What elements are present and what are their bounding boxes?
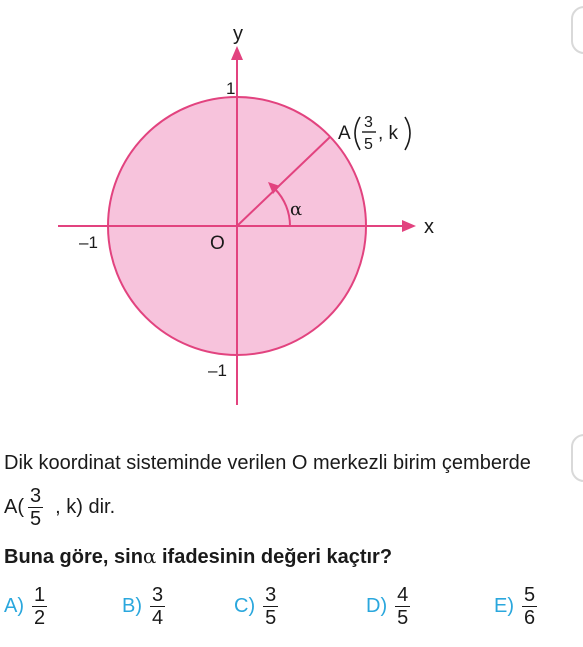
tick-y-top: 1 (226, 79, 236, 98)
question-prompt (4, 544, 392, 569)
line2-prefix: A( (4, 496, 24, 518)
option-fraction (32, 584, 47, 629)
option-letter: C) (234, 595, 256, 617)
prompt-part-b: ifadesinin değeri kaçtır? (156, 546, 393, 568)
option-den: 4 (152, 607, 164, 629)
point-a-y: , k (378, 123, 399, 144)
option-a[interactable] (4, 584, 51, 629)
x-axis-arrow (402, 220, 416, 232)
x-axis-label: x (424, 216, 434, 238)
option-den: 6 (524, 607, 536, 629)
option-fraction (522, 584, 537, 629)
option-b[interactable] (122, 584, 169, 629)
point-a-prefix: A (338, 123, 351, 144)
option-den: 5 (265, 607, 277, 629)
option-letter: D) (366, 595, 388, 617)
point-a-left-paren (355, 117, 360, 150)
option-num: 4 (397, 584, 409, 606)
option-fraction (395, 584, 410, 629)
option-den: 5 (397, 607, 409, 629)
line2-num: 3 (30, 485, 42, 507)
option-num: 1 (34, 584, 46, 606)
option-num: 3 (265, 584, 277, 606)
origin-label: O (210, 233, 225, 254)
option-num: 5 (524, 584, 536, 606)
option-letter: A) (4, 595, 24, 617)
tick-x-left: –1 (79, 233, 98, 252)
option-num: 3 (152, 584, 164, 606)
option-fraction (150, 584, 165, 629)
edge-tab-middle (571, 434, 583, 482)
question-line-1: Dik koordinat sisteminde verilen O merkezli birim çemberde (4, 452, 531, 474)
option-e[interactable] (494, 584, 541, 629)
option-d[interactable] (366, 584, 414, 629)
edge-tab-top (571, 6, 583, 54)
line2-suffix: , k) dir. (55, 496, 116, 518)
angle-label: α (290, 199, 303, 220)
point-a-x-den: 5 (364, 136, 373, 153)
y-axis-arrow (231, 46, 243, 60)
option-letter: E) (494, 595, 514, 617)
line2-den: 5 (30, 508, 42, 530)
prompt-part-a: Buna göre, sin (4, 546, 143, 568)
option-fraction (263, 584, 278, 629)
option-letter: B) (122, 595, 142, 617)
question-line-2 (4, 485, 115, 530)
line2-fraction (28, 485, 43, 530)
prompt-alpha: α (142, 544, 157, 568)
point-a-right-paren (405, 117, 410, 150)
point-a-x-num: 3 (364, 114, 373, 131)
tick-y-bottom: –1 (208, 361, 227, 380)
option-c[interactable] (234, 584, 282, 629)
option-den: 2 (34, 607, 46, 629)
y-axis-label: y (233, 23, 243, 45)
